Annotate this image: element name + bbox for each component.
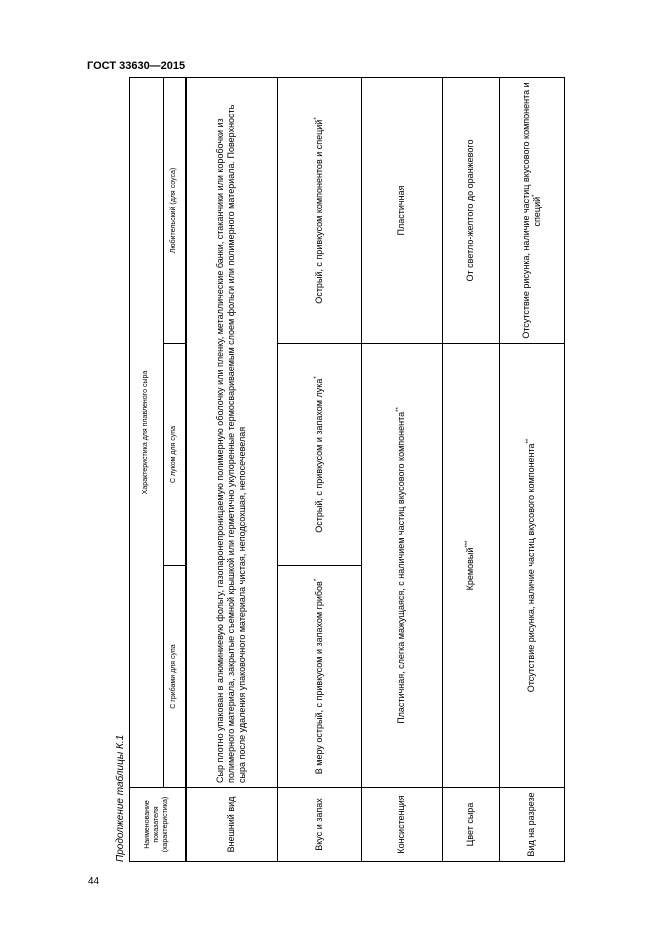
cell-taste-mushroom: В меру острый, с привкусом и запахом грибов* — [278, 566, 362, 788]
cell-cut-shared: Отсутствие рисунка, наличие частиц вкусового компонента** — [499, 344, 564, 788]
subheader-amateur: Любительский (для соуса) — [164, 78, 186, 344]
table-row — [499, 78, 564, 862]
subheader-mushroom: С грибами для супа — [164, 566, 186, 788]
cell-consistency-shared: Пластичная, слегка мажущаяся, с наличием частиц вкусового компонента** — [361, 344, 442, 788]
table-row — [186, 78, 278, 862]
subheader-onion: С луком для супа — [164, 344, 186, 566]
cell-cut-amateur: Отсутствие рисунка, наличие частиц вкусового компонента и специй* — [499, 78, 564, 344]
table-row — [361, 78, 442, 862]
cell-taste-amateur: Острый, с привкусом компонентов и специй* — [278, 78, 362, 344]
page-number: 44 — [88, 876, 100, 887]
row-name-cut: Вид на разрезе — [499, 788, 564, 862]
header-group: Характеристика для плавленого сыра — [130, 78, 164, 788]
row-name-color: Цвет сыра — [443, 788, 500, 862]
cell-appearance: Сыр плотно упакован в алюминиевую фольгу, газопаронепроницаемую полимерную оболочку или пленку, металлические банки, стаканчики или коробочки из полимерного материала, закрытые съемной крышкой или герметично укупоренные термосвариваемым слоем фольги или полимерного материала. Поверхность сыра после удаления упаковочного материала чистая, неподсохшая, непосечевелая — [186, 78, 278, 788]
rotated-table-block — [115, 78, 565, 862]
row-name-taste: Вкус и запах — [278, 788, 362, 862]
document-header: ГОСТ 33630—2015 — [87, 60, 186, 72]
table-caption: Продолжение таблицы К.1 — [115, 734, 126, 862]
header-param: Наименование показателя (характеристика) — [130, 788, 186, 862]
cell-taste-onion: Острый, с привкусом и запахом лука* — [278, 344, 362, 566]
row-name-consistency: Консистенция — [361, 788, 442, 862]
characteristics-table — [129, 77, 565, 862]
cell-color-amateur: От светло-желтого до оранжевого — [443, 78, 500, 344]
table-row — [278, 78, 362, 862]
row-name-appearance: Внешний вид — [186, 788, 278, 862]
cell-color-shared: Кремовый*** — [443, 344, 500, 788]
cell-consistency-amateur: Пластичная — [361, 78, 442, 344]
table-row — [443, 78, 500, 862]
